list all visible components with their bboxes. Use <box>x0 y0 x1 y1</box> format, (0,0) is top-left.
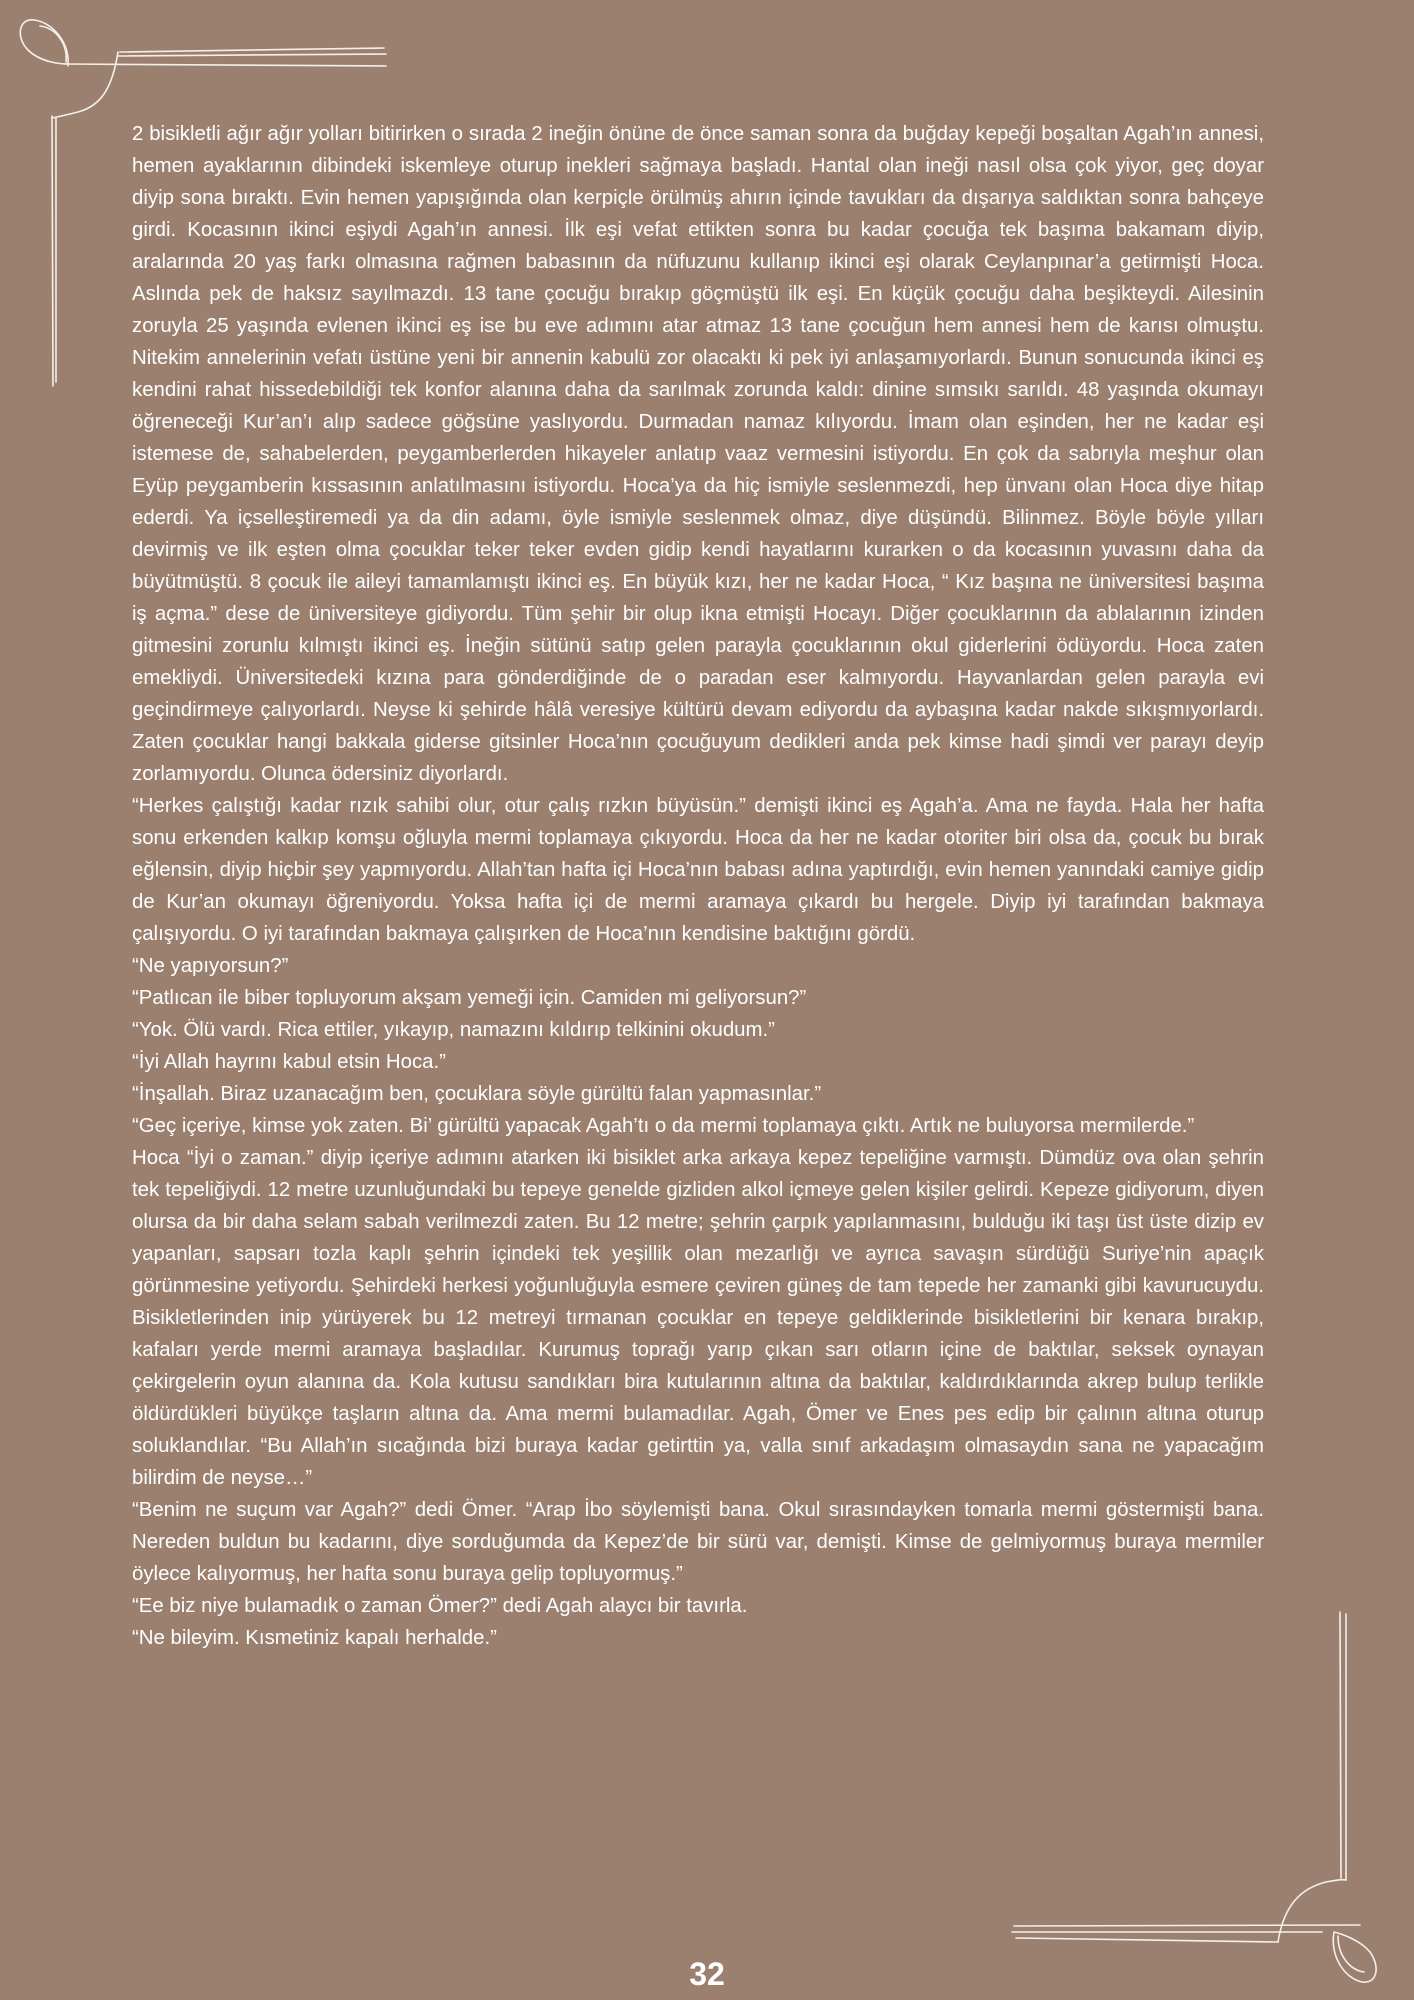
page-number: 32 <box>689 1956 725 1992</box>
paragraph: “Benim ne suçum var Agah?” dedi Ömer. “Arap İbo söylemişti bana. Okul sırasındayken tomarla mermi göstermişti bana. Nereden buldun bu kadarını, diye sorduğumda da Kepez’de bir sürü var, demişti. Kimse de gelmiyormuş buraya mermiler öylece kalıyormuş, her hafta sonu buraya gelip topluyormuş.” <box>132 1499 1264 1585</box>
story-text <box>132 118 1264 1654</box>
paragraph: “Ee biz niye bulamadık o zaman Ömer?” dedi Agah alaycı bir tavırla. <box>132 1595 748 1617</box>
paragraph: “İyi Allah hayrını kabul etsin Hoca.” <box>132 1051 446 1073</box>
paragraph: “İnşallah. Biraz uzanacağım ben, çocuklara söyle gürültü falan yapmasınlar.” <box>132 1083 822 1105</box>
paragraph: 2 bisikletli ağır ağır yolları bitirirken o sırada 2 ineğin önüne de önce saman sonra da buğday kepeği boşaltan Agah’ın annesi, hemen ayaklarının dibindeki iskemleye oturup inekleri sağmaya başladı. Hantal olan ineği nasıl olsa çok yiyor, geç doyar diyip sona bıraktı. Evin hemen yapışığında olan kerpiçle örülmüş ahırın içinde tavukları da dışarıya saldıktan sonra bahçeye girdi. Kocasının ikinci eşiydi Agah’ın annesi. İlk eşi vefat ettikten sonra bu kadar çocuğa tek başıma bakamam diyip, aralarında 20 yaş farkı olmasına rağmen babasının da nüfuzunu kullanıp ikinci eşi olarak Ceylanpınar’a getirmişti Hoca. Aslında pek de haksız sayılmazdı. 13 tane çocuğu bırakıp göçmüştü ilk eşi. En küçük çocuğu daha beşikteydi. Ailesinin zoruyla 25 yaşında evlenen ikinci eş ise bu eve adımını atar atmaz 13 tane çocuğun hem annesi hem de karısı olmuştu. Nitekim annelerinin vefatı üstüne yeni bir annenin kabulü zor olacaktı ki pek iyi anlaşamıyorlardı. Bunun sonucunda ikinci eş kendini rahat hissedebildiği tek konfor alanına daha da sarılmak zorunda kaldı: dinine sımsıkı sarıldı. 48 yaşında okumayı öğreneceği Kur’an’ı alıp sadece göğsüne yaslıyordu. Durmadan namaz kılıyordu. İmam olan eşinden, her ne kadar eşi istemese de, sahabelerden, peygamberlerden hikayeler anlatıp vaaz vermesini istiyordu. En çok da sabrıyla meşhur olan Eyüp peygamberin kıssasının anlatılmasını istiyordu. Hoca’ya da hiç ismiyle seslenmezdi, hep ünvanı olan Hoca diye hitap ederdi. Ya içselleştiremedi ya da din adamı, öyle ismiyle seslenmek olmaz, diye düşündü. Bilinmez. Böyle böyle yılları devirmiş ve ilk eşten olma çocuklar teker teker evden gidip kendi hayatlarını kurarken o da kocasının yuvasını daha da büyütmüştü. 8 çocuk ile aileyi tamamlamıştı ikinci eş. En büyük kızı, her ne kadar Hoca, “ Kız başına ne üniversitesi başıma iş açma.” dese de üniversiteye gidiyordu. Tüm şehir bir olup ikna etmişti Hocayı. Diğer çocuklarının da ablalarının izinden gitmesini zorunlu kılmıştı ikinci eş. İneğin sütünü satıp gelen parayla çocuklarının okul giderlerini ödüyordu. Hoca zaten emekliydi. Üniversitedeki kızına para gönderdiğinde de o paradan eser kalmıyordu. Hayvanlardan gelen parayla evi geçindirmeye çalıyorlardı. Neyse ki şehirde hâlâ veresiye kültürü devam ediyordu da aybaşına kadar nakde sıkışmıyorlardı. Zaten çocuklar hangi bakkala giderse gitsinler Hoca’nın çocuğuyum dedikleri anda pek kimse hadi şimdi ver parayı deyip zorlamıyordu. Olunca ödersiniz diyorlardı. <box>132 123 1264 785</box>
paragraph: “Ne bileyim. Kısmetiniz kapalı herhalde.” <box>132 1627 497 1649</box>
paragraph: Hoca “İyi o zaman.” diyip içeriye adımını atarken iki bisiklet arka arkaya kepez tepeliğine varmıştı. Dümdüz ova olan şehrin tek tepeliğiydi. 12 metre uzunluğundaki bu tepeye genelde gizliden alkol içmeye gelen kişiler gelirdi. Kepeze gidiyorum, diyen olursa da bir daha selam sabah verilmezdi zaten. Bu 12 metre; şehrin çarpık yapılanmasını, bulduğu iki taşı üst üste dizip ev yapanları, sapsarı tozla kaplı şehrin içindeki tek yeşillik olan mezarlığı ve ayrıca savaşın sürdüğü Suriye’nin apaçık görünmesine yetiyordu. Şehirdeki herkesi yoğunluğuyla esmere çeviren güneş de tam tepede her zamanki gibi kavurucuydu. Bisikletlerinden inip yürüyerek bu 12 metreyi tırmanan çocuklar en tepeye geldiklerinde bisikletlerini bir kenara bırakıp, kafaları yerde mermi aramaya başladılar. Kurumuş toprağı yarıp çıkan sarı otların içine de baktılar, seksek oynayan çekirgelerin oyun alanına da. Kola kutusu sandıkları bira kutularının altına da baktılar, kaldırdıklarında akrep bulup terlikle öldürdükleri büyükçe taşların altına da. Ama mermi bulamadılar. Agah, Ömer ve Enes pes edip bir çalının altına oturup soluklandılar. “Bu Allah’ın sıcağında bizi buraya kadar getirttin ya, valla sınıf arkadaşım olmasaydın sana ne yapacağım bilirdim de neyse…” <box>132 1147 1264 1489</box>
corner-flourish-bottom-right-icon <box>1000 1600 1414 2000</box>
paragraph: “Herkes çalıştığı kadar rızık sahibi olur, otur çalış rızkın büyüsün.” demişti ikinci eş Agah’a. Ama ne fayda. Hala her hafta sonu erkenden kalkıp komşu oğluyla mermi toplamaya çıkıyordu. Hoca da her ne kadar otoriter biri olsa da, çocuk bu bırak eğlensin, diyip hiçbir şey yapmıyordu. Allah’tan hafta içi Hoca’nın babası adına yaptırdığı, evin hemen yanındaki camiye gidip de Kur’an okumayı öğreniyordu. Yoksa hafta içi de mermi aramaya çıkardı bu hergele. Diyip iyi tarafından bakmaya çalışıyordu. O iyi tarafından bakmaya çalışırken de Hoca’nın kendisine baktığını gördü. <box>132 795 1264 945</box>
paragraph: “Ne yapıyorsun?” <box>132 955 289 977</box>
paragraph: “Geç içeriye, kimse yok zaten. Bi’ gürültü yapacak Agah’tı o da mermi toplamaya çıktı. Artık ne buluyorsa mermilerde.” <box>132 1115 1195 1137</box>
paragraph: “Yok. Ölü vardı. Rica ettiler, yıkayıp, namazını kıldırıp telkinini okudum.” <box>132 1019 775 1041</box>
paragraph: “Patlıcan ile biber topluyorum akşam yemeği için. Camiden mi geliyorsun?” <box>132 987 807 1009</box>
